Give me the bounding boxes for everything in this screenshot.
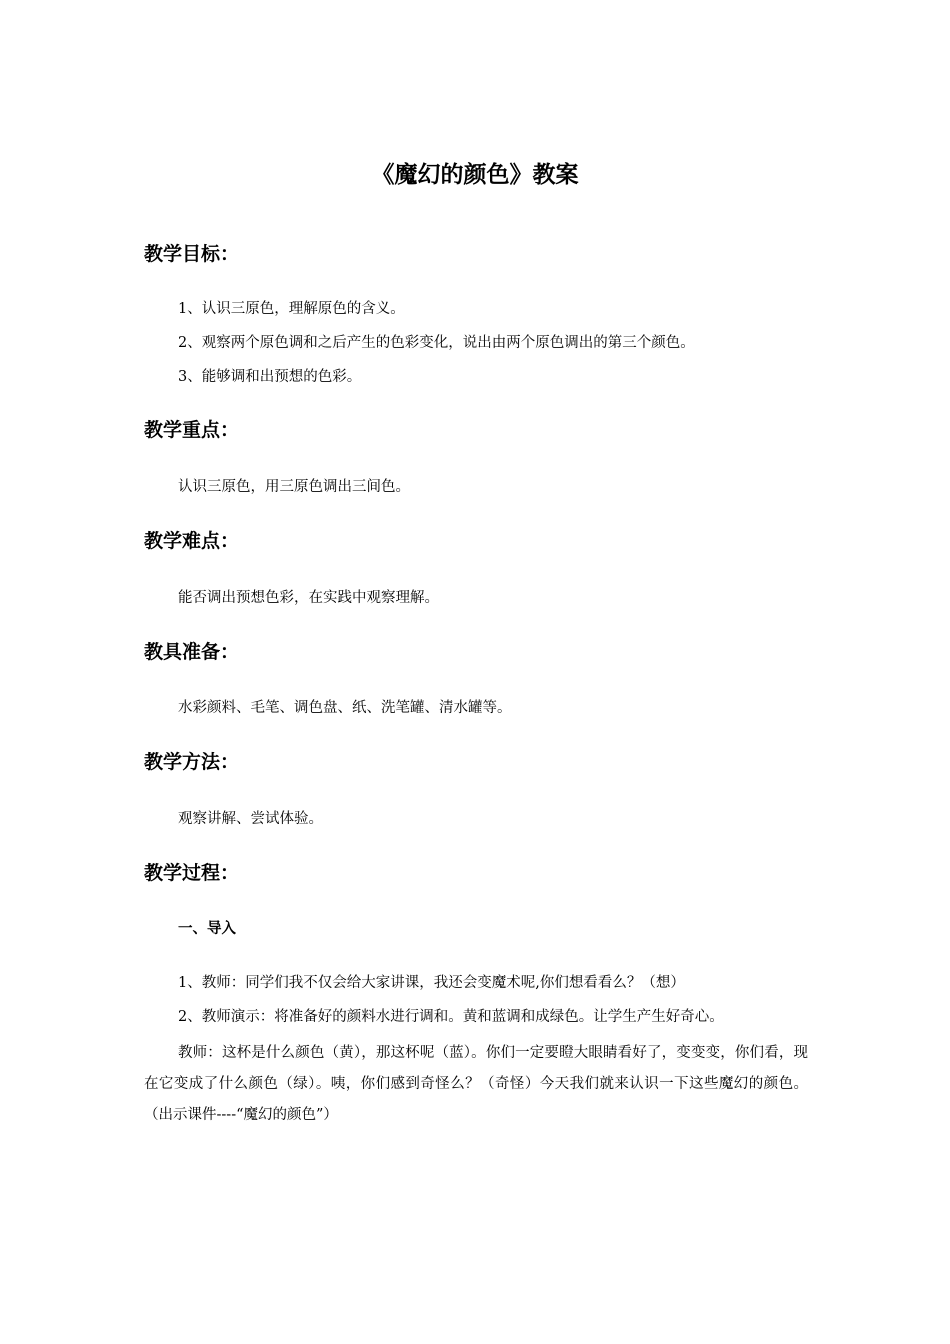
objectives-heading: 教学目标： [144, 243, 240, 265]
process-step1-heading: 一、导入 [178, 921, 236, 937]
key-points-text: 认识三原色，用三原色调出三间色。 [178, 479, 410, 495]
objective-item-2: 2、观察两个原色调和之后产生的色彩变化，说出由两个原色调出的第三个颜色。 [178, 335, 695, 351]
difficulties-heading: 教学难点： [144, 530, 240, 552]
difficulties-text: 能否调出预想色彩，在实践中观察理解。 [178, 590, 439, 606]
objective-item-1: 1、认识三原色，理解原色的含义。 [178, 301, 405, 317]
process-line-1: 1、教师：同学们我不仅会给大家讲课，我还会变魔术呢,你们想看看么？（想） [178, 975, 685, 991]
materials-heading: 教具准备： [144, 641, 240, 663]
document-title: 《魔幻的颜色》教案 [371, 162, 579, 188]
materials-text: 水彩颜料、毛笔、调色盘、纸、洗笔罐、清水罐等。 [178, 700, 512, 716]
objective-item-3: 3、能够调和出预想的色彩。 [178, 369, 362, 385]
process-heading: 教学过程： [144, 862, 240, 884]
key-points-heading: 教学重点： [144, 419, 240, 441]
process-line-2: 2、教师演示：将准备好的颜料水进行调和。黄和蓝调和成绿色。让学生产生好奇心。 [178, 1009, 724, 1025]
methods-heading: 教学方法： [144, 751, 240, 773]
methods-text: 观察讲解、尝试体验。 [178, 811, 323, 827]
process-paragraph: 教师：这杯是什么颜色（黄），那这杯呢（蓝）。你们一定要瞪大眼睛看好了，变变变，你们看，现在它变成了什么颜色（绿）。咦，你们感到奇怪么？（奇怪）今天我们就来认识一下这些魔幻的颜色。（出示课件----“魔幻的颜色”） [144, 1045, 808, 1123]
